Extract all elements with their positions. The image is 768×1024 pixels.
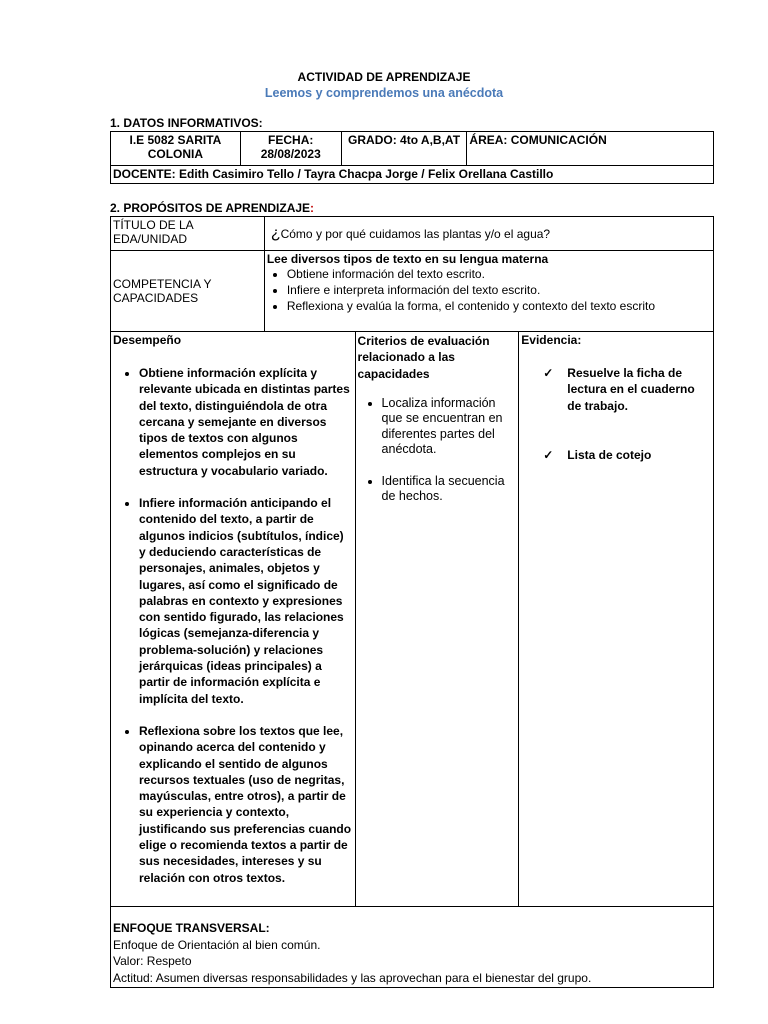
evidencia-cell <box>519 332 714 907</box>
section-propositos-heading <box>110 201 314 215</box>
enfoque-text: Enfoque de Orientación al bien común. <box>113 937 321 952</box>
criterio-item: • Localiza información que se encuentran en diferentes partes del anécdota. <box>382 396 517 458</box>
competencia-label-line-1: COMPETENCIA Y <box>113 277 212 291</box>
evidencia-item <box>541 447 711 463</box>
check-icon: ✓ <box>543 447 554 462</box>
valor-text: Valor: Respeto <box>113 954 192 969</box>
datos-table <box>110 131 714 184</box>
desempeno-cell <box>111 332 356 907</box>
enfoque-label: ENFOQUE TRANSVERSAL: <box>113 921 270 936</box>
titulo-question-mark: ¿ <box>270 224 281 242</box>
fecha-label: FECHA: <box>268 133 314 147</box>
desempeno-label: Desempeño <box>113 333 182 347</box>
evidencia-text: Lista de cotejo <box>567 447 652 462</box>
criterio-item: • Identifica la secuencia de hechos. <box>382 474 517 505</box>
titulo-value: Cómo y por qué cuidamos las plantas y/o el agua? <box>280 226 551 241</box>
actitud-text: Actitud: Asumen diversas responsabilidades y las aprovechan para el bienestar del grupo. <box>113 970 592 985</box>
capacidad-item: • Infiere e interpreta información del texto escrito. <box>287 282 711 298</box>
propositos-heading-colon: : <box>310 201 315 215</box>
section-datos-heading: 1. DATOS INFORMATIVOS: <box>110 116 263 130</box>
propositos-table <box>110 216 714 988</box>
propositos-heading-text: 2. PROPÓSITOS DE APRENDIZAJE <box>110 201 311 215</box>
titulo-value-cell <box>264 217 713 251</box>
document-subtitle: Leemos y comprendemos una anécdota <box>264 86 504 100</box>
desempeno-item: • Infiere información anticipando el contenido del texto, a partir de algunos indicios (subtítulos, índice) y deduciendo características de personajes, animales, objetos y lugares, así como el significado de palabras en contexto y expresiones con sentido figurado, las relaciones lógicas (semejanza-diferencia y problema-solución) y relaciones jerárquicas (ideas principales) a partir de información explícita e implícita del texto. <box>139 495 353 707</box>
document-title: ACTIVIDAD DE APRENDIZAJE <box>297 70 471 84</box>
fecha-cell <box>240 132 341 166</box>
evidencia-text: Resuelve la ficha de lectura en el cuaderno de trabajo. <box>567 366 695 413</box>
criterios-list <box>358 396 517 505</box>
competencia-title: Lee diversos tipos de texto en su lengua materna <box>266 252 549 266</box>
desempeno-item: • Obtiene información explícita y relevante ubicada en distintas partes del texto, distinguiéndola de otra cercana y semejante en diversos tipos de textos con algunos elementos complejos en su estructura y vocabulario variado. <box>139 365 353 479</box>
desempeno-item: • Reflexiona sobre los textos que lee, opinando acerca del contenido y explicando el sentido de algunos recursos textuales (uso de negritas, mayúsculas, entre otros), a partir de su experiencia y contexto, justificando sus preferencias cuando elige o recomienda textos a partir de sus necesidades, intereses y su relación con otros textos. <box>139 723 353 886</box>
competencia-label-line-2: CAPACIDADES <box>113 291 199 305</box>
competencia-label-cell <box>111 251 265 332</box>
titulo-label-cell <box>111 217 265 251</box>
capacidades-list <box>267 266 711 314</box>
capacidad-item: • Obtiene información del texto escrito. <box>287 266 711 282</box>
capacidad-item: • Reflexiona y evalúa la forma, el contenido y contexto del texto escrito <box>287 298 711 314</box>
ie-line-2: COLONIA <box>147 147 204 161</box>
desempenos-list <box>113 365 353 886</box>
criterios-cell <box>355 332 519 907</box>
check-icon: ✓ <box>543 366 554 380</box>
evidencias-list <box>521 365 711 463</box>
grado-cell: GRADO: 4to A,B,AT <box>341 132 467 166</box>
ie-line-1: I.E 5082 SARITA <box>129 133 222 147</box>
docente-cell: DOCENTE: Edith Casimiro Tello / Tayra Chacpa Jorge / Felix Orellana Castillo <box>111 166 714 184</box>
titulo-label-line-2: EDA/UNIDAD <box>113 232 188 246</box>
area-cell: ÁREA: COMUNICACIÓN <box>467 132 714 166</box>
titulo-label-line-1: TÍTULO DE LA <box>113 218 194 232</box>
competencia-value-cell <box>264 251 713 332</box>
enfoque-cell <box>111 907 714 988</box>
evidencia-item <box>541 365 711 414</box>
criterios-label: Criterios de evaluación relacionado a las capacidades <box>357 334 490 381</box>
evidencia-label: Evidencia: <box>521 333 582 347</box>
fecha-value: 28/08/2023 <box>260 147 321 161</box>
ie-cell <box>111 132 241 166</box>
